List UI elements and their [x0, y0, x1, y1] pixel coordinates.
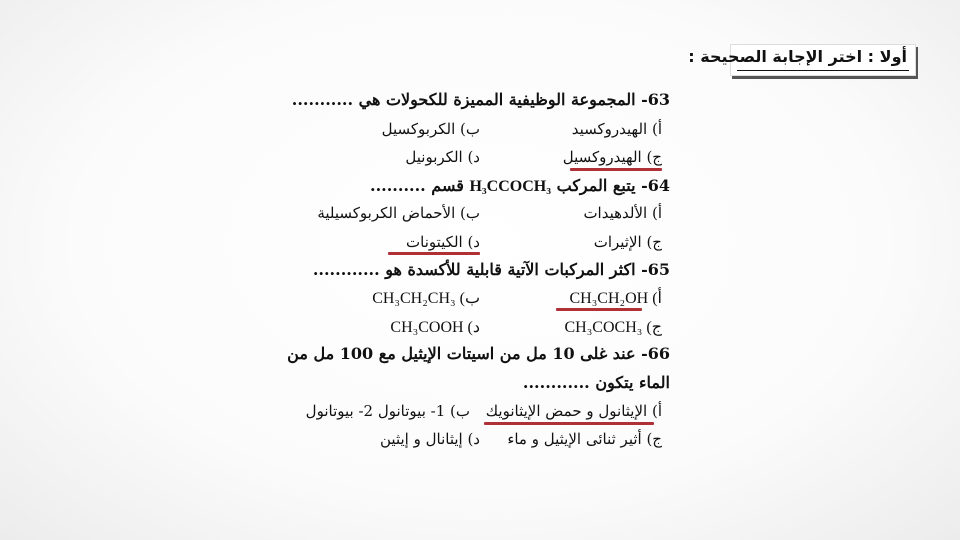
q64-options-row2 [300, 233, 670, 255]
q66-option-c[interactable]: ج) أثير ثنائى الإيثيل و ماء [507, 430, 662, 448]
q63-option-d[interactable]: د) الكربونيل [405, 148, 480, 166]
title-underline [737, 70, 909, 72]
q65-options-row2 [300, 317, 670, 341]
q64-option-b[interactable]: ب) الأحماض الكربوكسيلية [317, 204, 480, 222]
q65-option-b[interactable]: ب) CH₃CH₂CH₃ [372, 290, 480, 307]
q64-text-after: قسم .......... [370, 176, 470, 195]
q64-text-before: 64- يتبع المركب [551, 176, 670, 195]
section-header [688, 44, 916, 76]
q63-option-c[interactable]: ج) الهيدروكسيل [562, 148, 662, 166]
q64-option-c[interactable]: ج) الإثيرات [593, 233, 662, 251]
question-64 [300, 176, 670, 196]
q66-option-a[interactable]: أ) الإيثانول و حمض الإيثانويك [485, 402, 662, 420]
q63-options-row1 [300, 120, 670, 142]
q66-options-row1 [300, 402, 670, 424]
q66-option-d[interactable]: د) إيثانال و إيثين [380, 430, 480, 448]
question-66-line1: 66- عند غلى 10 مل من اسيتات الإيثيل مع 100 مل من [287, 344, 670, 363]
q66-options-row2 [300, 430, 670, 452]
section-title: أولا : اختر الإجابة الصحيحة : [688, 47, 907, 66]
q65-answer-underline [556, 308, 642, 311]
question-65: 65- اكثر المركبات الآتية قابلية للأكسدة هو ............ [312, 260, 670, 279]
q65-option-c[interactable]: ج) CH₃COCH₃ [564, 319, 662, 336]
q65-option-a[interactable]: أ) CH₃CH₂OH [569, 290, 662, 307]
q64-formula: H₃CCOCH₃ [469, 178, 552, 195]
question-63: 63- المجموعة الوظيفية المميزة للكحولات هي ........... [291, 90, 670, 109]
q64-option-a[interactable]: أ) الألدهيدات [583, 204, 662, 222]
q63-answer-underline [570, 168, 662, 171]
q64-option-d[interactable]: د) الكيتونات [406, 233, 480, 251]
q63-options-row2 [300, 148, 670, 170]
q65-option-d[interactable]: د) CH₃COOH [390, 319, 480, 336]
q66-option-b[interactable]: ب) 1- بيوتانول 2- بيوتانول [305, 402, 470, 420]
q66-answer-underline [484, 422, 654, 425]
q63-option-b[interactable]: ب) الكربوكسيل [381, 120, 480, 138]
q63-option-a[interactable]: أ) الهيدروكسيد [571, 120, 662, 138]
question-66-line2: الماء يتكون ............ [522, 373, 670, 392]
q64-options-row1 [300, 204, 670, 226]
q64-answer-underline [388, 252, 480, 255]
